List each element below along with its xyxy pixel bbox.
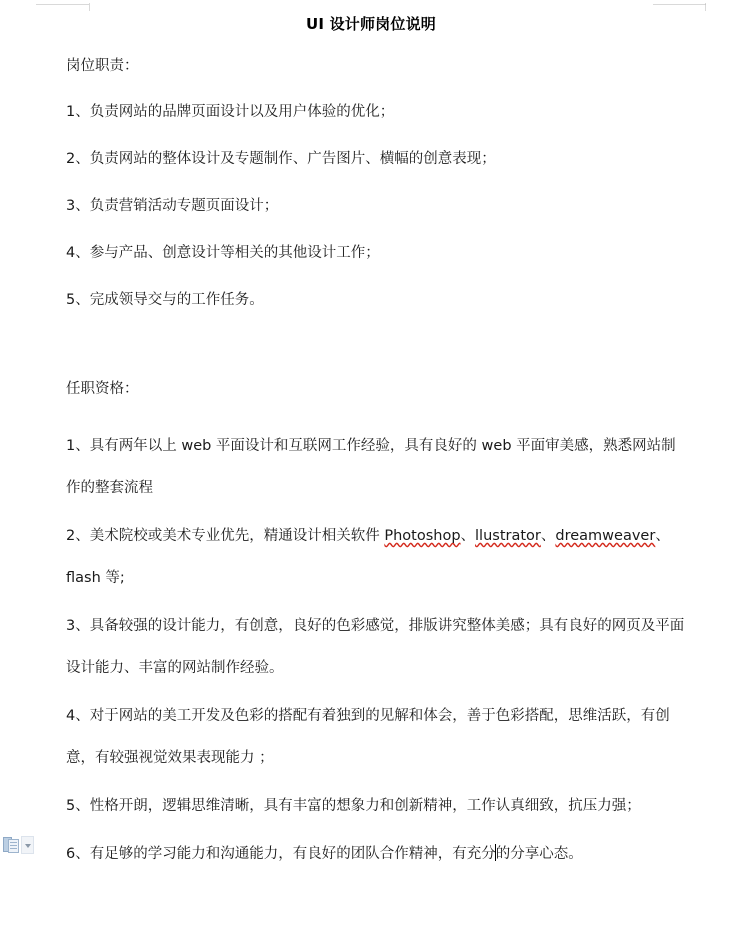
qualification-item-6 [66, 833, 686, 875]
duty-item-1: 1、负责网站的品牌页面设计以及用户体验的优化； [66, 104, 395, 120]
qualification-item-2-suffix: flash 等; [66, 570, 125, 586]
qualification-item-2 [66, 515, 686, 599]
software-separator-3: 、 [655, 528, 670, 544]
qualification-item-2-prefix: 2、美术院校或美术专业优先，精通设计相关软件 [66, 528, 385, 544]
software-separator-2: 、 [540, 528, 556, 544]
duty-item-5: 5、完成领导交与的工作任务。 [66, 292, 264, 308]
section-spacer [66, 337, 686, 379]
software-separator-1: 、 [460, 528, 476, 544]
qualification-item-3: 3、具备较强的设计能力，有创意，良好的色彩感觉，排版讲究整体美感；具有良好的网页及平面设计能力、丰富的网站制作经验。 [66, 618, 685, 676]
software-name-dreamweaver: dreamweaver [555, 528, 656, 544]
qualification-item-6-after-caret: 的分享心态。 [495, 846, 583, 862]
qualification-item-6-before-caret: 6、有足够的学习能力和沟通能力，有良好的团队合作精神，有充分 [66, 846, 496, 862]
software-name-illustrator: llustrator [475, 528, 541, 544]
qualification-item-4: 4、对于网站的美工开发及色彩的搭配有着独到的见解和体会，善于色彩搭配，思维活跃，有创意，有较强视觉效果表现能力 ； [66, 708, 670, 766]
software-name-photoshop: Photoshop [384, 528, 461, 544]
document-body[interactable] [66, 56, 686, 881]
margin-guide-top-right [653, 4, 706, 5]
qualification-item-1: 1、具有两年以上 web 平面设计和互联网工作经验，具有良好的 web 平面审美感，熟悉网站制作的整套流程 [66, 438, 676, 496]
duty-item-3: 3、负责营销活动专题页面设计； [66, 198, 279, 214]
section-heading-qualifications: 任职资格： [66, 381, 139, 397]
clipboard-paste-icon [3, 836, 20, 854]
paste-options-button[interactable] [3, 836, 34, 854]
qualification-item-5: 5、性格开朗，逻辑思维清晰，具有丰富的想象力和创新精神，工作认真细致，抗压力强； [66, 798, 641, 814]
duty-item-4: 4、参与产品、创意设计等相关的其他设计工作； [66, 245, 380, 261]
margin-guide-top-left [36, 4, 89, 5]
section-heading-duties: 岗位职责： [66, 58, 139, 74]
document-title: UI 设计师岗位说明 [306, 15, 436, 33]
duty-item-2: 2、负责网站的整体设计及专题制作、广告图片、横幅的创意表现； [66, 151, 496, 167]
chevron-down-icon[interactable] [21, 836, 34, 854]
margin-guide-top-left-tick [89, 3, 90, 11]
margin-guide-top-right-tick [705, 3, 706, 11]
